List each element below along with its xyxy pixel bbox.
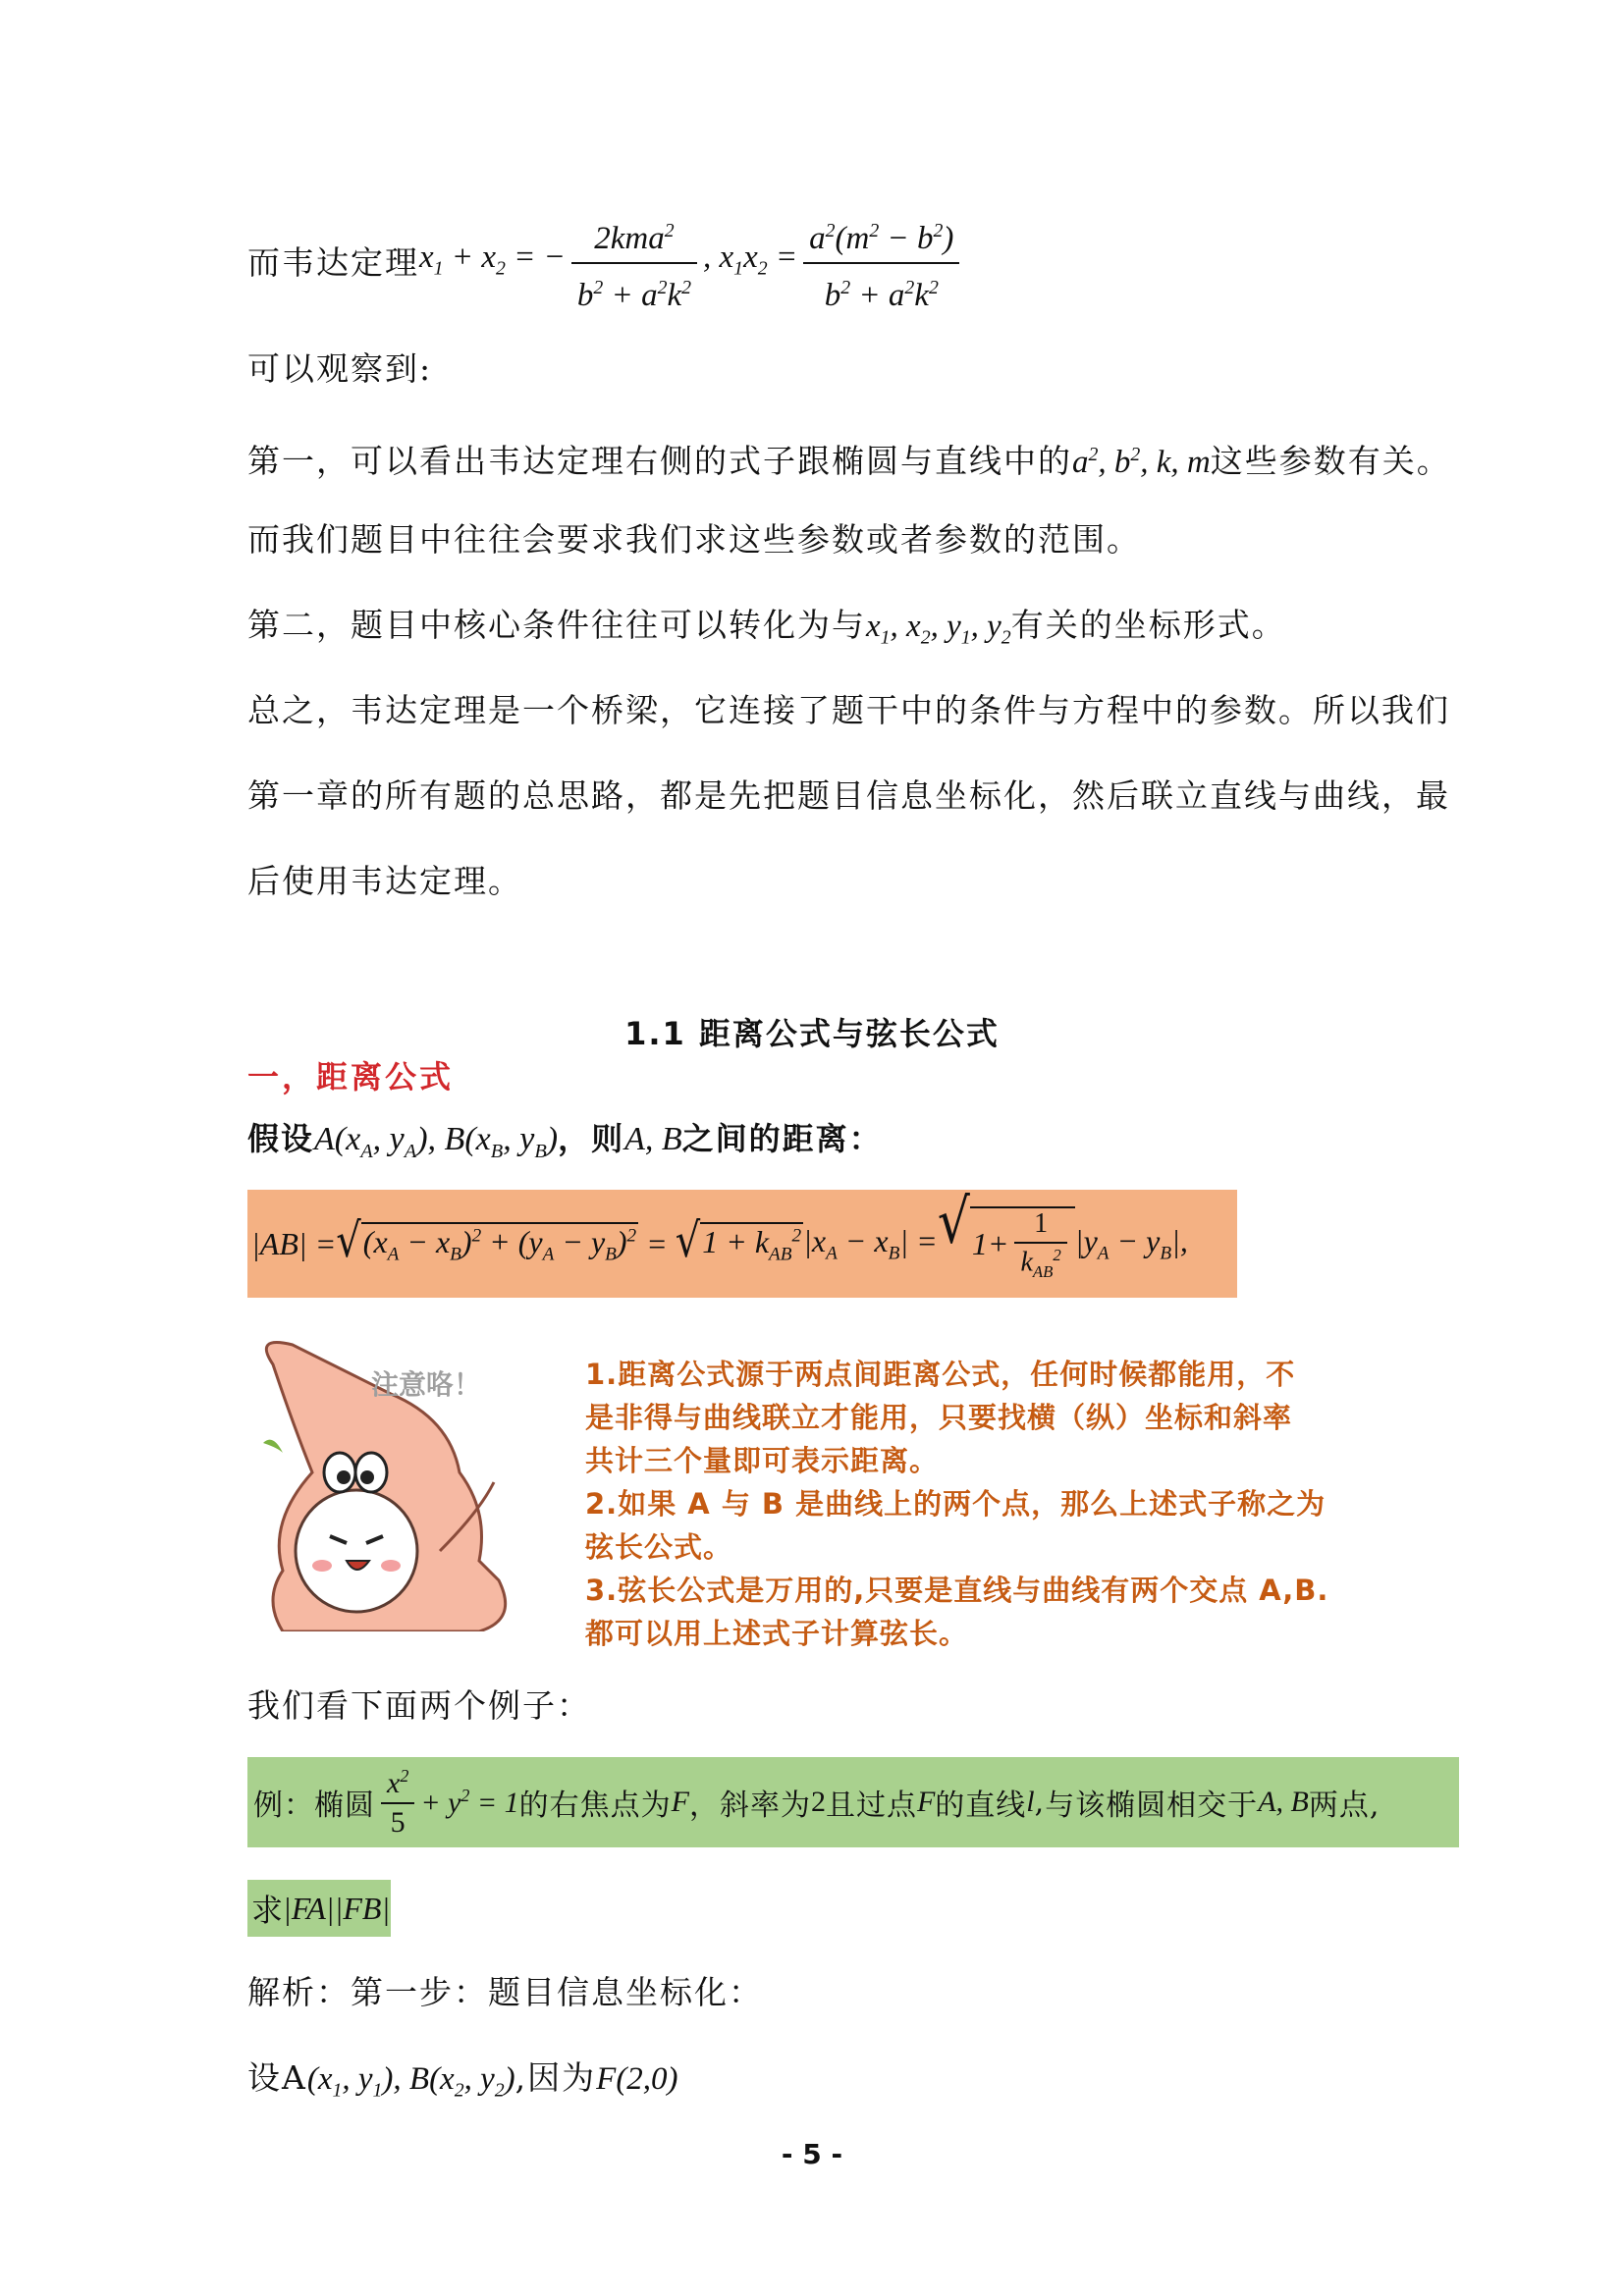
setup-line xyxy=(247,2056,678,2112)
distance-formula-box xyxy=(247,1186,1237,1298)
params-math: $a^2$, $b^2$, k, m xyxy=(1072,444,1211,480)
vieta-product: , $x_1x_2$ = xyxy=(703,240,798,280)
slope-value: 2 xyxy=(810,1786,826,1818)
eq-sign-1: = xyxy=(638,1225,676,1261)
question-math: |FA||FB| xyxy=(283,1890,391,1926)
note-line: 都可以用上述式子计算弦长。 xyxy=(585,1617,969,1650)
question-box xyxy=(247,1880,391,1937)
note-line: 是非得与曲线联立才能用，只要找横（纵）坐标和斜率 xyxy=(585,1401,1293,1434)
focus-coords: F(2,0) xyxy=(596,2061,678,2097)
example-text-e: 与该椭圆相交于 xyxy=(1045,1789,1259,1823)
focus-f-2: F xyxy=(916,1786,936,1818)
summary-line-3: 后使用韦达定理。 xyxy=(247,862,522,900)
x-diff: $|x_A - x_B|$ = xyxy=(803,1222,938,1264)
setup-points: ($x_1$, $y_1$), $B(x_2$, $y_2$) xyxy=(306,2061,515,2102)
section-subheading: 一，距离公式 xyxy=(247,1058,455,1095)
summary-line-1: 总之，韦达定理是一个桥梁，它连接了题干中的条件与方程中的参数。所以我们 xyxy=(247,691,1450,729)
y-diff: $|y_A - y_B|$, xyxy=(1074,1222,1188,1264)
summary-line-2: 第一章的所有题的总思路，都是先把题目信息坐标化，然后联立直线与曲线，最 xyxy=(247,776,1450,815)
question-text: 求 xyxy=(251,1892,284,1929)
sqrt-coordinates: √ $(x_A - x_B)^2 + (y_A - y_B)^2$ xyxy=(336,1213,637,1268)
suppose-line xyxy=(247,1114,883,1163)
example-text-c: 且过点 xyxy=(825,1789,917,1823)
ab-math: A, B xyxy=(624,1121,682,1157)
setup-because: ,因为 xyxy=(514,2058,597,2097)
vieta-formula-line xyxy=(247,214,965,312)
first-point-continued: 而我们题目中往往会要求我们求这些参数或者参数的范围。 xyxy=(247,520,1141,559)
vieta-label: 而韦达定理 xyxy=(247,243,419,282)
note-line: 2.如果 A 与 B 是曲线上的两个点，那么上述式子称之为 xyxy=(585,1487,1326,1521)
first-point xyxy=(247,433,1451,484)
example-text-f: 两点, xyxy=(1308,1789,1380,1823)
page-number: - 5 - xyxy=(781,2138,843,2170)
points-ab: A, B xyxy=(1258,1786,1309,1818)
second-point-text: 第二，题目中核心条件往往可以转化为与 xyxy=(247,606,866,644)
note-line: 共计三个量即可表示距离。 xyxy=(585,1444,940,1477)
coords-math: $x_1$, $x_2$, $y_1$, $y_2$ xyxy=(866,609,1011,649)
points-math: $A(x_A$, $y_A$), $B(x_B$, $y_B$) xyxy=(314,1121,559,1162)
second-point xyxy=(247,604,1286,660)
note-text xyxy=(585,1353,1400,1655)
example-intro: 我们看下面两个例子： xyxy=(247,1686,591,1725)
vieta-product-fraction: $\frac{a^2(m^2 - b^2)}{b^2 + a^2k^2}$ xyxy=(803,209,959,317)
setup-text: 设A xyxy=(247,2058,307,2097)
example-box: 例：椭圆 $\frac{x^2}{5}$ + $y^2 = 1$ 的右焦点为 F ，斜率为 2 且过点 F 的直线 l , 与该椭圆相交于 A, B 两点, xyxy=(247,1757,1459,1847)
first-point-text: 第一，可以看出韦达定理右侧的式子跟椭圆与直线中的 xyxy=(247,442,1072,480)
line-l: l xyxy=(1026,1786,1035,1818)
example-text-a: 的右焦点为 xyxy=(518,1789,672,1823)
suppose-distance: 之间的距离： xyxy=(681,1120,883,1157)
example-text-d: 的直线 xyxy=(935,1789,1027,1823)
focus-f: F xyxy=(671,1786,689,1818)
suppose-text: 假设 xyxy=(247,1120,315,1157)
section-heading: 1.1 距离公式与弦长公式 xyxy=(624,1015,1000,1052)
note-line: 3.弦长公式是万用的,只要是直线与曲线有两个交点 A,B. xyxy=(585,1574,1329,1607)
note-badge-text: 注意咯！ xyxy=(371,1368,482,1401)
ellipse-fraction: $\frac{x^2}{5}$ xyxy=(381,1766,414,1840)
sqrt-slope-y: √ 1+ $\frac{1}{k_{AB}^2}$ xyxy=(938,1206,1075,1282)
suppose-then: ，则 xyxy=(558,1120,625,1157)
first-point-tail: 这些参数有关。 xyxy=(1210,442,1451,480)
vieta-sum: $x_1 + x_2$ = − xyxy=(419,240,566,280)
example-text-b: ，斜率为 xyxy=(688,1789,811,1823)
patrick-star-cartoon xyxy=(253,1325,518,1631)
observe-text: 可以观察到: xyxy=(247,349,433,388)
note-line: 弦长公式。 xyxy=(585,1530,733,1564)
ellipse-equation: + $y^2 = 1$ xyxy=(420,1785,519,1819)
solution-label: 解析：第一步：题目信息坐标化： xyxy=(247,1973,763,2011)
vieta-sum-fraction: $\frac{2kma^2}{b^2 + a^2k^2}$ xyxy=(571,209,697,317)
example-prefix: 例：椭圆 xyxy=(253,1789,375,1823)
second-point-tail: 有关的坐标形式。 xyxy=(1010,606,1286,644)
distance-lhs: |AB| = xyxy=(251,1225,337,1261)
sqrt-slope-x: √ $1 + k_{AB}^2$ xyxy=(675,1213,802,1268)
note-line: 1.距离公式源于两点间距离公式，任何时候都能用，不 xyxy=(585,1358,1296,1391)
